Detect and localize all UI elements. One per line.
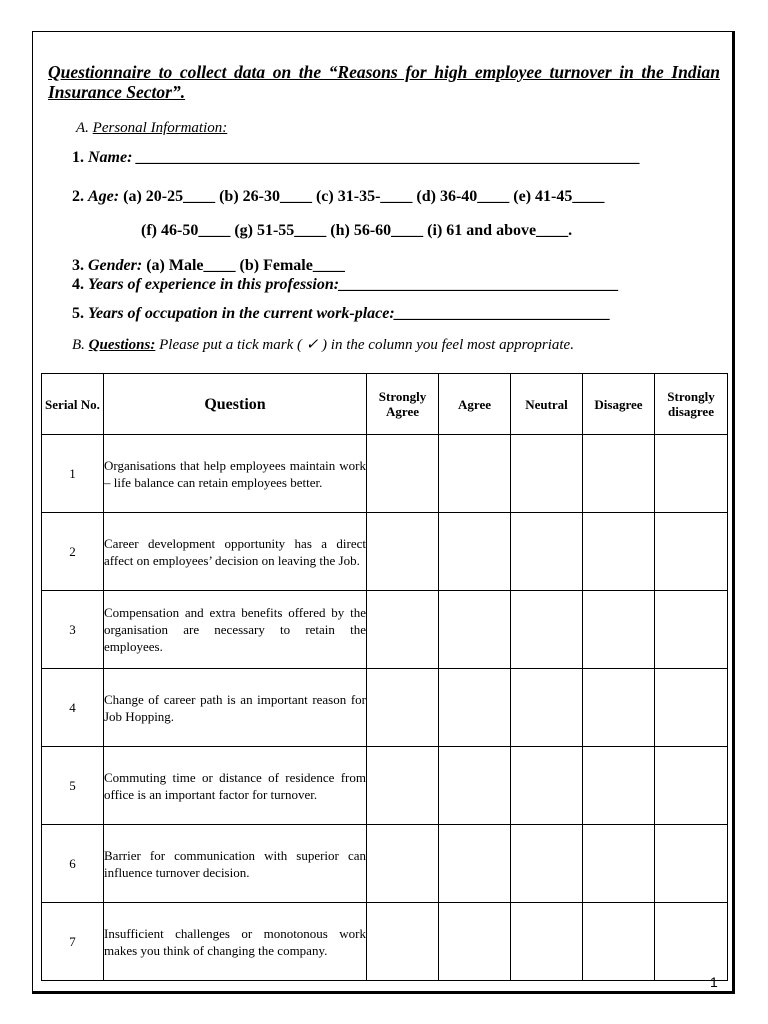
q4-blank[interactable]: ___________________________________: [339, 276, 620, 293]
cell-strongly-disagree[interactable]: [655, 669, 728, 747]
cell-neutral[interactable]: [511, 435, 583, 513]
cell-agree[interactable]: [439, 435, 511, 513]
table-row: [42, 513, 728, 591]
cell-strongly-agree[interactable]: [367, 513, 439, 591]
cell-disagree[interactable]: [583, 903, 655, 981]
cell-disagree[interactable]: [583, 825, 655, 903]
cell-strongly-disagree[interactable]: [655, 591, 728, 669]
cell-disagree[interactable]: [583, 747, 655, 825]
section-a-prefix: A.: [76, 120, 93, 136]
cell-strongly-disagree[interactable]: [655, 825, 728, 903]
row-question: Career development opportunity has a direct affect on employees’ decision on leaving the Job.: [104, 513, 367, 591]
q5-label: Years of occupation in the current work-place:: [88, 305, 395, 322]
table-row: [42, 669, 728, 747]
row-question: Commuting time or distance of residence from office is an important factor for turnover.: [104, 747, 367, 825]
row-serial: 2: [42, 513, 104, 591]
cell-strongly-agree[interactable]: [367, 669, 439, 747]
page-number: 1: [710, 974, 718, 990]
header-serial: Serial No.: [42, 374, 104, 435]
q4-label: Years of experience in this profession:: [88, 276, 340, 293]
header-neutral: Neutral: [511, 374, 583, 435]
cell-agree[interactable]: [439, 591, 511, 669]
q1-label: Name:: [88, 149, 133, 166]
q2-options-line1[interactable]: (a) 20-25____ (b) 26-30____ (c) 31-35-____ (d) 36-40____ (e) 41-45____: [123, 188, 605, 205]
question-gender: [72, 257, 345, 275]
cell-agree[interactable]: [439, 669, 511, 747]
q2-number: 2.: [72, 188, 84, 205]
cell-strongly-disagree[interactable]: [655, 435, 728, 513]
row-question: Change of career path is an important reason for Job Hopping.: [104, 669, 367, 747]
cell-strongly-agree[interactable]: [367, 903, 439, 981]
table-header-row: [42, 374, 728, 435]
section-b-heading: [72, 335, 574, 354]
section-a-label: Personal Information:: [92, 120, 228, 136]
cell-neutral[interactable]: [511, 747, 583, 825]
cell-agree[interactable]: [439, 747, 511, 825]
section-b-prefix: B.: [72, 337, 89, 353]
table-row: [42, 591, 728, 669]
row-serial: 1: [42, 435, 104, 513]
cell-strongly-agree[interactable]: [367, 747, 439, 825]
cell-agree[interactable]: [439, 825, 511, 903]
row-serial: 3: [42, 591, 104, 669]
cell-neutral[interactable]: [511, 903, 583, 981]
cell-neutral[interactable]: [511, 591, 583, 669]
section-b-instruction: Please put a tick mark ( ✓ ) in the column you feel most appropriate.: [155, 337, 574, 353]
q1-number: 1.: [72, 149, 84, 166]
q4-number: 4.: [72, 276, 84, 293]
cell-neutral[interactable]: [511, 825, 583, 903]
cell-disagree[interactable]: [583, 435, 655, 513]
cell-disagree[interactable]: [583, 591, 655, 669]
question-occupation: [72, 305, 611, 323]
q5-number: 5.: [72, 305, 84, 322]
cell-neutral[interactable]: [511, 513, 583, 591]
q3-options[interactable]: (a) Male____ (b) Female____: [146, 257, 345, 274]
header-question: Question: [104, 374, 367, 435]
cell-neutral[interactable]: [511, 669, 583, 747]
row-serial: 4: [42, 669, 104, 747]
question-experience: [72, 276, 619, 294]
q2-options-line2[interactable]: (f) 46-50____ (g) 51-55____ (h) 56-60____ (i) 61 and above____.: [141, 222, 573, 239]
table-row: [42, 435, 728, 513]
table-row: [42, 747, 728, 825]
question-age-cont: [141, 222, 572, 240]
q5-blank[interactable]: ___________________________: [394, 305, 611, 322]
table-row: [42, 903, 728, 981]
q1-blank[interactable]: _______________________________________________________________: [136, 149, 641, 166]
cell-strongly-agree[interactable]: [367, 435, 439, 513]
cell-strongly-disagree[interactable]: [655, 903, 728, 981]
cell-agree[interactable]: [439, 513, 511, 591]
header-agree: Agree: [439, 374, 511, 435]
header-disagree: Disagree: [583, 374, 655, 435]
cell-disagree[interactable]: [583, 669, 655, 747]
question-age: [72, 188, 604, 206]
row-question: Compensation and extra benefits offered by the organisation are necessary to retain the employees.: [104, 591, 367, 669]
q3-label: Gender:: [88, 257, 143, 274]
header-strongly-disagree: Strongly disagree: [655, 374, 728, 435]
row-serial: 5: [42, 747, 104, 825]
document-title: Questionnaire to collect data on the “Reasons for high employee turnover in the Indian Insurance Sector”.: [48, 62, 720, 102]
likert-table: [41, 373, 728, 981]
cell-strongly-agree[interactable]: [367, 591, 439, 669]
cell-disagree[interactable]: [583, 513, 655, 591]
section-a-heading: [76, 120, 227, 137]
section-b-label: Questions:: [88, 337, 156, 353]
cell-agree[interactable]: [439, 903, 511, 981]
row-serial: 7: [42, 903, 104, 981]
q3-number: 3.: [72, 257, 84, 274]
question-name: [72, 149, 640, 167]
cell-strongly-disagree[interactable]: [655, 747, 728, 825]
row-question: Organisations that help employees maintain work – life balance can retain employees better.: [104, 435, 367, 513]
q2-label: Age:: [88, 188, 120, 205]
header-strongly-agree: Strongly Agree: [367, 374, 439, 435]
row-question: Barrier for communication with superior can influence turnover decision.: [104, 825, 367, 903]
row-serial: 6: [42, 825, 104, 903]
cell-strongly-agree[interactable]: [367, 825, 439, 903]
row-question: Insufficient challenges or monotonous work makes you think of changing the company.: [104, 903, 367, 981]
table-row: [42, 825, 728, 903]
cell-strongly-disagree[interactable]: [655, 513, 728, 591]
